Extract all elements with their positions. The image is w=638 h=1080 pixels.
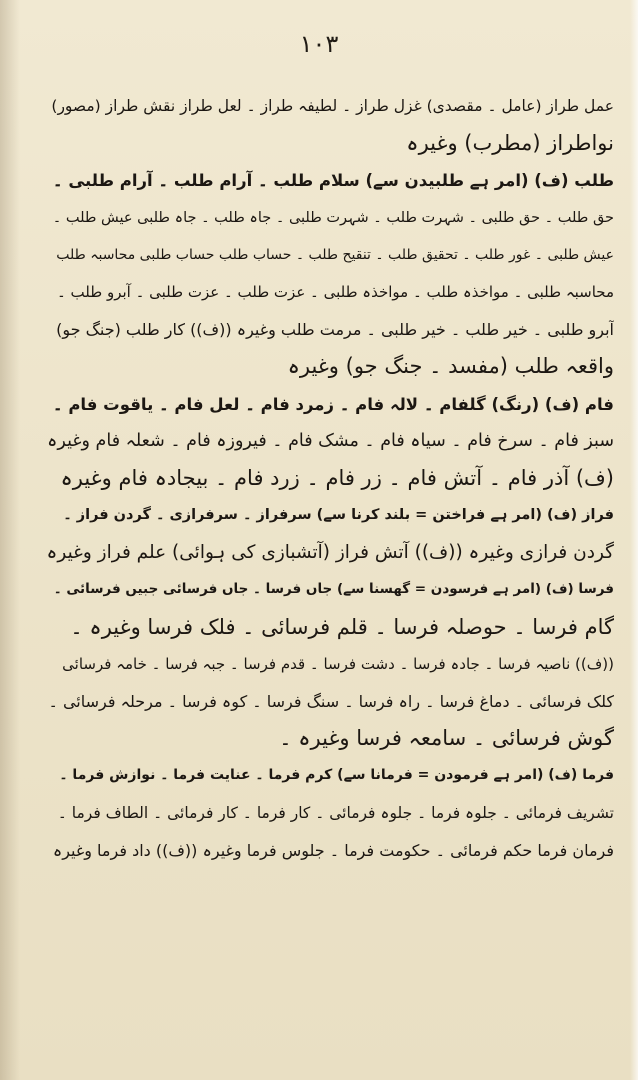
text-line: واقعہ طلب (مفسد ۔ جنگ جو) وغیرہ (287, 354, 614, 379)
entry-heading-talab: طلب (ف) (امر ہے طلبیدن سے) سلام طلب ۔ آرام طلب ۔ آرام طلبی ۔ (52, 171, 614, 191)
text-line: سبز فام ۔ سرخ فام ۔ سیاہ فام ۔ مشک فام ۔ فیروزہ فام ۔ شعلہ فام وغیرہ (47, 430, 614, 451)
page-number: ۱۰۳ (299, 30, 339, 58)
text-line: عمل طراز (عامل ۔ مقصدی) غزل طراز ۔ لطیفہ طراز ۔ لعل طراز نقش طراز (مصور) (51, 97, 614, 115)
text-line: عیش طلبی ۔ غور طلب ۔ تحقیق طلب ۔ تنقیح طلب ۔ حساب طلب حساب طلبی محاسبہ طلب (56, 246, 614, 263)
entry-heading-faraaz: فراز (ف) (امر ہے فراختن = بلند کرنا سے) سرفراز ۔ سرفرازی ۔ گردن فراز ۔ (63, 507, 614, 524)
text-line: محاسبہ طلبی ۔ مواخذہ طلب ۔ مواخذہ طلبی ۔ عزت طلب ۔ عزت طلبی ۔ آبرو طلب ۔ (57, 282, 614, 301)
text-line: کلک فرسائی ۔ دماغ فرسا ۔ راہ فرسا ۔ سنگ فرسا ۔ کوہ فرسا ۔ مرحلہ فرسائی ۔ (48, 692, 614, 711)
text-line: گردن فرازی وغیرہ ((ف)) آتش فراز (آتشبازی کی ہوائی) علم فراز وغیرہ (46, 542, 614, 564)
text-line: حق طلب ۔ حق طلبی ۔ شہرت طلب ۔ شہرت طلبی ۔ جاہ طلب ۔ جاہ طلبی عیش طلب ۔ (52, 209, 614, 226)
entry-heading-faam: فام (ف) (رنگ) گلفام ۔ لالہ فام ۔ زمرد فام ۔ لعل فام ۔ یاقوت فام ۔ (52, 394, 614, 414)
text-line: نواطراز (مطرب) وغیرہ (406, 131, 614, 156)
text-line: فرمان فرما حکم فرمائی ۔ حکومت فرما ۔ جلوس فرما وغیرہ ((ف)) داد فرما وغیرہ (52, 840, 614, 860)
body-text (46, 88, 614, 869)
entry-heading-farma: فرما (ف) (امر ہے فرمودن = فرمانا سے) کرم فرما ۔ عنایت فرما ۔ نوازش فرما ۔ (59, 767, 614, 784)
page-edge (630, 0, 638, 1080)
spine-shadow (0, 0, 20, 1080)
text-line: (ف) آذر فام ۔ آتش فام ۔ زر فام ۔ زرد فام ۔ بیجادہ فام وغیرہ (60, 465, 614, 490)
text-line: گوش فرسائی ۔ سامعہ فرسا وغیرہ ۔ (279, 726, 614, 751)
text-line: آبرو طلبی ۔ خیر طلب ۔ خیر طلبی ۔ مرمت طلب وغیرہ ((ف)) کار طلب (جنگ جو) (56, 320, 614, 340)
text-line: گام فرسا ۔ حوصلہ فرسا ۔ قلم فرسائی ۔ فلک فرسا وغیرہ ۔ (70, 614, 614, 639)
text-line: تشریف فرمائی ۔ جلوہ فرما ۔ جلوہ فرمائی ۔ کار فرما ۔ کار فرمائی ۔ الطاف فرما ۔ (57, 803, 614, 822)
text-line: ((ف)) ناصیہ فرسا ۔ جادہ فرسا ۔ دشت فرسا ۔ قدم فرسا ۔ جبہ فرسا ۔ خامہ فرسائی (62, 654, 614, 673)
entry-heading-farsa: فرسا (ف) (امر ہے فرسودن = گھسنا سے) جاں فرسا ۔ جاں فرسائی جبیں فرسائی ۔ (53, 581, 614, 598)
